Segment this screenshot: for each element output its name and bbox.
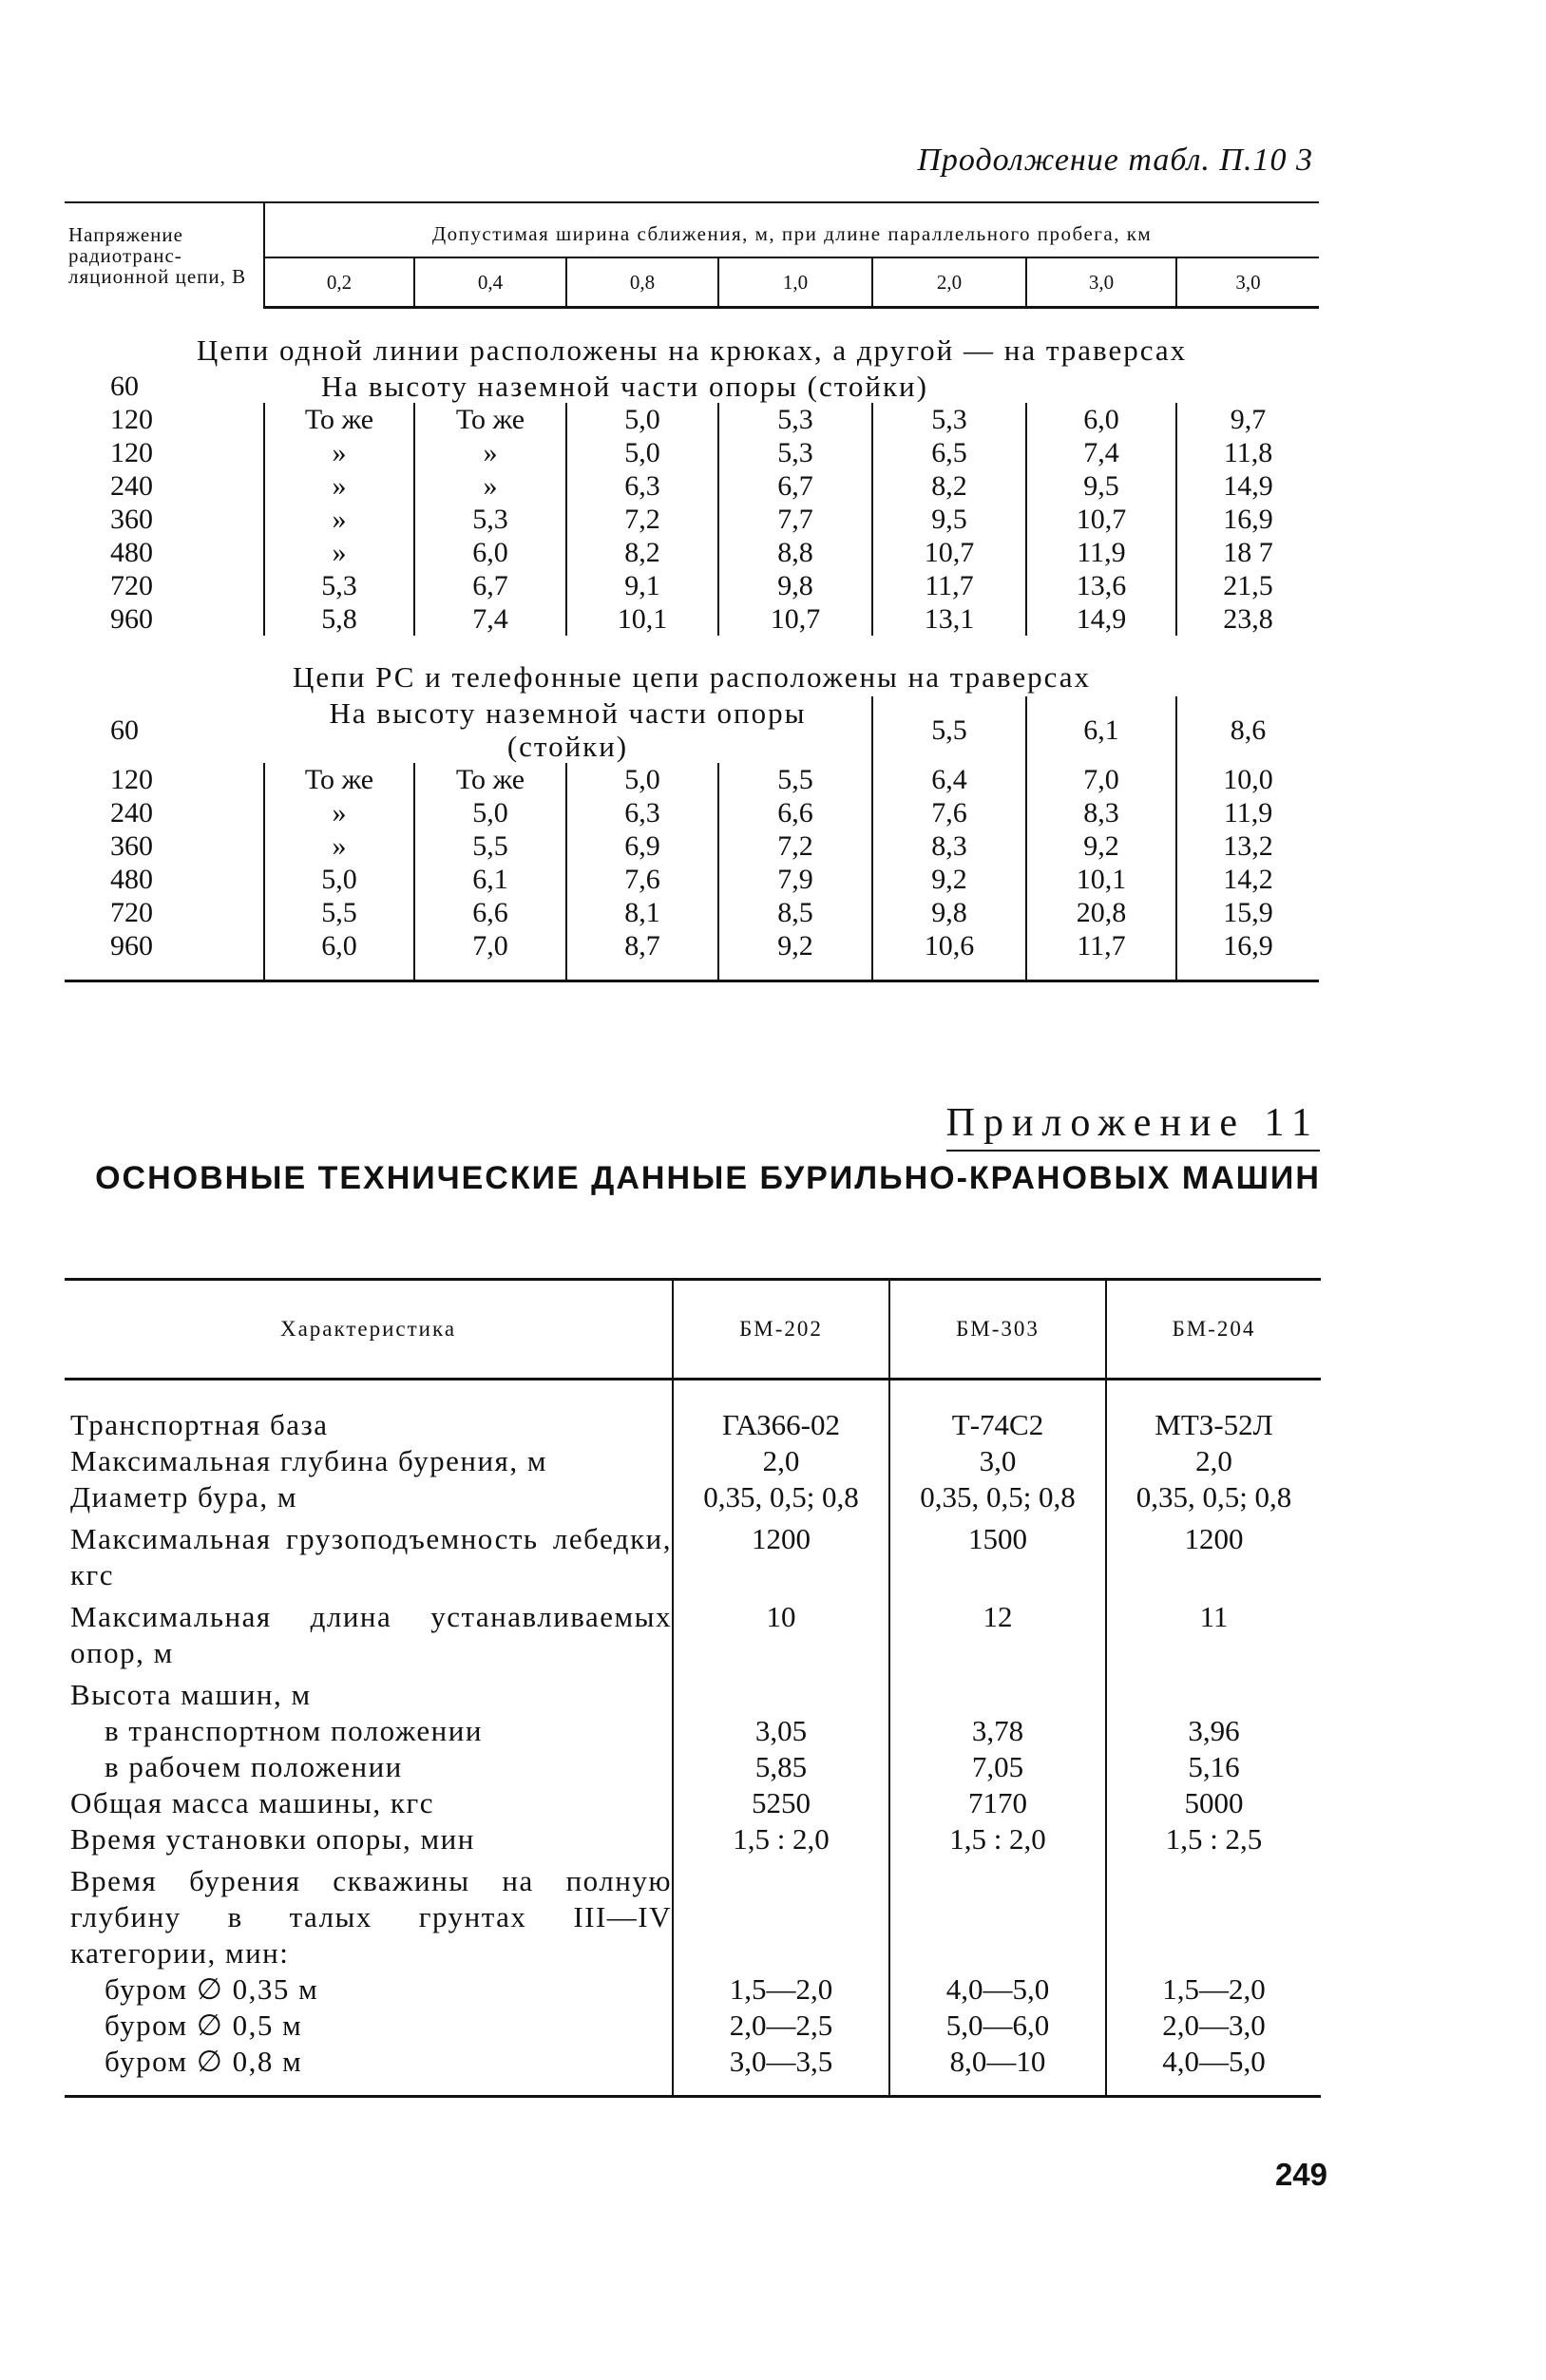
column-header: БМ-204	[1106, 1280, 1321, 1380]
table-cell: 10,0	[1223, 764, 1273, 795]
table-cell: »	[264, 829, 414, 863]
table-cell: 8,3	[1026, 796, 1176, 829]
table-cell: 6,0	[1026, 403, 1176, 436]
table-cell: 8,6	[1230, 714, 1267, 746]
length-header: 3,0	[1026, 257, 1176, 308]
table-cell: 11,7	[872, 569, 1026, 602]
characteristic-label: Диаметр бура, м	[70, 1480, 298, 1514]
table-row	[65, 536, 1319, 569]
table-cell: 18 7	[1223, 537, 1273, 568]
span-note: На высоту наземной части опоры (стойки)	[321, 370, 928, 403]
table-cell: 7,0	[1026, 763, 1176, 796]
table-row	[65, 1593, 1321, 1671]
characteristic-label: в транспортном положении	[105, 1714, 483, 1747]
table-cell	[673, 1671, 889, 1713]
table-cell: 6,1	[1026, 696, 1176, 763]
table-row	[65, 1821, 1321, 1857]
table-cell: 3,05	[673, 1713, 889, 1749]
table-cell: 3,96	[1106, 1713, 1321, 1749]
table-cell: 2,0—3,0	[1106, 2008, 1321, 2044]
table-cell: 11,8	[1223, 437, 1273, 468]
table-row	[65, 1380, 1321, 1444]
voltage-cell: 720	[65, 896, 264, 929]
voltage-cell: 120	[65, 436, 264, 469]
table-cell: 8,0—10	[889, 2044, 1106, 2097]
table-cell: 10,6	[872, 929, 1026, 981]
table-row	[65, 896, 1319, 929]
table-row	[65, 2044, 1321, 2097]
table-cell: 1,5 : 2,0	[673, 1821, 889, 1857]
voltage-cell: 60	[110, 714, 139, 746]
table-cell: 9,2	[872, 863, 1026, 896]
table-cell	[1106, 1671, 1321, 1713]
table-row	[65, 1749, 1321, 1785]
column-header: БМ-303	[889, 1280, 1106, 1380]
table-cell: 0,35, 0,5; 0,8	[673, 1479, 889, 1515]
table-cell: 15,9	[1223, 897, 1273, 928]
voltage-cell: 360	[65, 829, 264, 863]
width-header: Допустимая ширина сближения, м, при длине параллельного пробега, км	[264, 202, 1319, 257]
table-cell	[889, 1671, 1106, 1713]
table-row	[65, 569, 1319, 602]
voltage-cell: 960	[65, 929, 264, 981]
table-cell: 11	[1106, 1593, 1321, 1671]
table-cell: 8,3	[872, 829, 1026, 863]
table-cell: 5,0	[414, 796, 566, 829]
voltage-cell: 240	[65, 469, 264, 503]
table-cell: ГАЗ66-02	[673, 1380, 889, 1444]
table-cell: 9,7	[1230, 404, 1267, 435]
table-cell: 9,1	[566, 569, 718, 602]
characteristic-label: буром ∅ 0,35 м	[105, 1972, 319, 2006]
table-cell: 5,0	[264, 863, 414, 896]
characteristic-label: Максимальная грузоподъемность лебедки, кгс	[70, 1522, 672, 1591]
table-row	[65, 929, 1319, 981]
table-cell: 7,4	[1026, 436, 1176, 469]
table-cell: 5,0—6,0	[889, 2008, 1106, 2044]
table-cell: 14,2	[1223, 864, 1273, 895]
table-cell: 8,8	[718, 536, 872, 569]
clearance-table	[65, 201, 1319, 982]
table-cell: »	[264, 469, 414, 503]
table-row	[65, 436, 1319, 469]
table-row	[65, 403, 1319, 436]
length-header: 0,2	[264, 257, 414, 308]
table-cell: 7,9	[718, 863, 872, 896]
appendix-label: Приложение 11	[946, 1100, 1320, 1152]
table-cell: 8,7	[566, 929, 718, 981]
voltage-cell: 720	[65, 569, 264, 602]
table-cell: 7,2	[718, 829, 872, 863]
table-cell: 21,5	[1223, 570, 1273, 601]
table-cell: 3,0	[889, 1443, 1106, 1479]
table-row	[65, 1479, 1321, 1515]
table-cell: 5250	[673, 1785, 889, 1821]
machines-table	[65, 1278, 1321, 2098]
span-note: На высоту наземной части опоры (стойки)	[264, 696, 872, 763]
length-header: 1,0	[718, 257, 872, 308]
table-cell: 1200	[673, 1515, 889, 1593]
table-cell: 11,9	[1026, 536, 1176, 569]
table-cell: 2,0—2,5	[673, 2008, 889, 2044]
table-cell: 7,4	[414, 602, 566, 636]
table-cell: 7,6	[566, 863, 718, 896]
voltage-cell: 360	[65, 503, 264, 536]
table-cell: »	[414, 469, 566, 503]
table-cell: 5,3	[718, 436, 872, 469]
table-cell: 11,9	[1223, 797, 1273, 828]
table-cell: 6,6	[414, 896, 566, 929]
table-row	[65, 1857, 1321, 1971]
table-cell: 4,0—5,0	[889, 1971, 1106, 2008]
table-row	[65, 2008, 1321, 2044]
table-row	[65, 1713, 1321, 1749]
table-cell: »	[264, 536, 414, 569]
table-cell: 1,5—2,0	[1106, 1971, 1321, 2008]
table-cell: 7,2	[566, 503, 718, 536]
table-cell: 2,0	[673, 1443, 889, 1479]
table-cell: 6,5	[872, 436, 1026, 469]
table-row	[65, 763, 1319, 796]
table-cell: МТЗ-52Л	[1106, 1380, 1321, 1444]
table-row	[65, 796, 1319, 829]
voltage-cell: 120	[65, 403, 264, 436]
table-cell: 12	[889, 1593, 1106, 1671]
table-cell: 5,0	[566, 403, 718, 436]
table-cell: То же	[264, 403, 414, 436]
table-cell: 5,0	[566, 763, 718, 796]
table-cell: 1,5—2,0	[673, 1971, 889, 2008]
characteristic-label: Общая масса машины, кгс	[70, 1786, 434, 1819]
table-cell: 7,6	[872, 796, 1026, 829]
table-cell: 5,5	[414, 829, 566, 863]
table-cell: 5000	[1106, 1785, 1321, 1821]
table-row	[65, 469, 1319, 503]
table-continuation-caption: Продолжение табл. П.10 3	[917, 143, 1313, 178]
table-cell: 16,9	[1223, 504, 1273, 535]
table-row	[65, 1443, 1321, 1479]
table-cell: 6,0	[414, 536, 566, 569]
table-cell: 7,0	[414, 929, 566, 981]
table-cell: 5,3	[718, 403, 872, 436]
table-cell: То же	[414, 403, 566, 436]
table-cell: 5,5	[264, 896, 414, 929]
characteristic-label: Максимальная длина устанавливаемых опор, м	[70, 1600, 672, 1669]
characteristic-label: Время бурения скважины на полную глубину в талых грунтах III—IV категории, мин:	[70, 1864, 672, 1970]
table-cell: 9,2	[718, 929, 872, 981]
table-cell	[1106, 1857, 1321, 1971]
characteristic-label: Максимальная глубина бурения, м	[70, 1444, 547, 1477]
table-cell: 8,1	[566, 896, 718, 929]
table-cell: 6,7	[414, 569, 566, 602]
table-cell: 9,5	[872, 503, 1026, 536]
table-cell: 5,85	[673, 1749, 889, 1785]
table-cell: То же	[414, 763, 566, 796]
table-cell: 9,8	[872, 896, 1026, 929]
characteristic-label: в рабочем положении	[105, 1750, 403, 1783]
table-cell: 8,2	[566, 536, 718, 569]
table-cell: 20,8	[1026, 896, 1176, 929]
voltage-cell: 240	[65, 796, 264, 829]
table-cell: 16,9	[1176, 929, 1319, 981]
voltage-cell: 480	[65, 863, 264, 896]
table-cell: 10,7	[1026, 503, 1176, 536]
table-cell: 9,5	[1026, 469, 1176, 503]
table-cell: 8,5	[718, 896, 872, 929]
table-cell: 5,3	[414, 503, 566, 536]
characteristic-label: буром ∅ 0,8 м	[65, 2044, 673, 2097]
table-cell: 1500	[889, 1515, 1106, 1593]
length-header: 0,4	[414, 257, 566, 308]
table-cell: 5,16	[1106, 1749, 1321, 1785]
characteristic-label: Транспортная база	[70, 1408, 329, 1441]
table-cell: 1,5 : 2,5	[1106, 1821, 1321, 1857]
column-header: БМ-202	[673, 1280, 889, 1380]
length-header: 0,8	[566, 257, 718, 308]
table-row	[65, 1515, 1321, 1593]
table-cell: 14,9	[1223, 470, 1273, 502]
table-cell: 11,7	[1026, 929, 1176, 981]
table-cell: 23,8	[1223, 603, 1273, 635]
table-row	[65, 1671, 1321, 1713]
table-cell: 7,05	[889, 1749, 1106, 1785]
voltage-cell: 960	[65, 602, 264, 636]
table-cell: 7170	[889, 1785, 1106, 1821]
table-cell: »	[264, 503, 414, 536]
table-cell: 10,7	[872, 536, 1026, 569]
table-row	[65, 602, 1319, 636]
table-row	[65, 829, 1319, 863]
section-title: Цепи одной линии расположены на крюках, а другой — на траверсах	[196, 333, 1188, 367]
table-cell: »	[264, 796, 414, 829]
table-cell	[889, 1857, 1106, 1971]
table-cell: 9,2	[1026, 829, 1176, 863]
table-cell: 7,7	[718, 503, 872, 536]
table-cell: 13,1	[872, 602, 1026, 636]
table-cell: 0,35, 0,5; 0,8	[889, 1479, 1106, 1515]
table-cell: 10,1	[566, 602, 718, 636]
table-cell: 3,0—3,5	[673, 2044, 889, 2097]
table-cell: 2,0	[1106, 1443, 1321, 1479]
table-cell: 1200	[1106, 1515, 1321, 1593]
voltage-cell: 120	[65, 763, 264, 796]
column-header: Характеристика	[65, 1280, 673, 1380]
table-cell: 9,8	[718, 569, 872, 602]
table-cell: То же	[264, 763, 414, 796]
table-cell: 10,1	[1026, 863, 1176, 896]
table-cell: 10,7	[718, 602, 872, 636]
table-cell: 6,4	[872, 763, 1026, 796]
page-number: 249	[1274, 2157, 1327, 2192]
characteristic-label: Высота машин, м	[70, 1678, 312, 1711]
characteristic-label: Время установки опоры, мин	[70, 1822, 475, 1856]
table-cell: »	[264, 436, 414, 469]
voltage-cell: 480	[65, 536, 264, 569]
voltage-cell: 60	[110, 371, 139, 402]
table-cell: 8,2	[872, 469, 1026, 503]
table-row	[65, 503, 1319, 536]
table-row	[65, 1785, 1321, 1821]
table-cell: 5,5	[872, 696, 1026, 763]
voltage-header: Напряжение радиотранс-ляционной цепи, В	[65, 202, 264, 308]
table-row	[65, 863, 1319, 896]
characteristic-label: буром ∅ 0,5 м	[105, 2009, 303, 2042]
table-cell: Т-74С2	[889, 1380, 1106, 1444]
table-cell: 5,8	[264, 602, 414, 636]
table-cell: 5,3	[872, 403, 1026, 436]
table-cell: 6,3	[566, 469, 718, 503]
section-title: Цепи РС и телефонные цепи расположены на траверсах	[293, 660, 1092, 694]
table-cell: 1,5 : 2,0	[889, 1821, 1106, 1857]
table-cell: 13,6	[1026, 569, 1176, 602]
table-cell: 6,1	[414, 863, 566, 896]
table-cell: 4,0—5,0	[1106, 2044, 1321, 2097]
table-cell: 14,9	[1026, 602, 1176, 636]
table-cell: 6,0	[264, 929, 414, 981]
table-cell: 6,7	[718, 469, 872, 503]
table-cell: 13,2	[1223, 830, 1273, 862]
length-header: 2,0	[872, 257, 1026, 308]
length-header: 3,0	[1176, 257, 1319, 308]
table-cell: 5,5	[718, 763, 872, 796]
table-cell: 10	[673, 1593, 889, 1671]
table-cell	[673, 1857, 889, 1971]
table-cell: 6,9	[566, 829, 718, 863]
table-cell: 0,35, 0,5; 0,8	[1106, 1479, 1321, 1515]
table-cell: 3,78	[889, 1713, 1106, 1749]
table-cell: 6,3	[566, 796, 718, 829]
table-cell: 6,6	[718, 796, 872, 829]
section-heading: ОСНОВНЫЕ ТЕХНИЧЕСКИЕ ДАННЫЕ БУРИЛЬНО-КРАНОВЫХ МАШИН	[95, 1160, 1321, 1196]
table-cell: 5,0	[566, 436, 718, 469]
table-row	[65, 1971, 1321, 2008]
table-cell: »	[414, 436, 566, 469]
table-cell: 5,3	[264, 569, 414, 602]
